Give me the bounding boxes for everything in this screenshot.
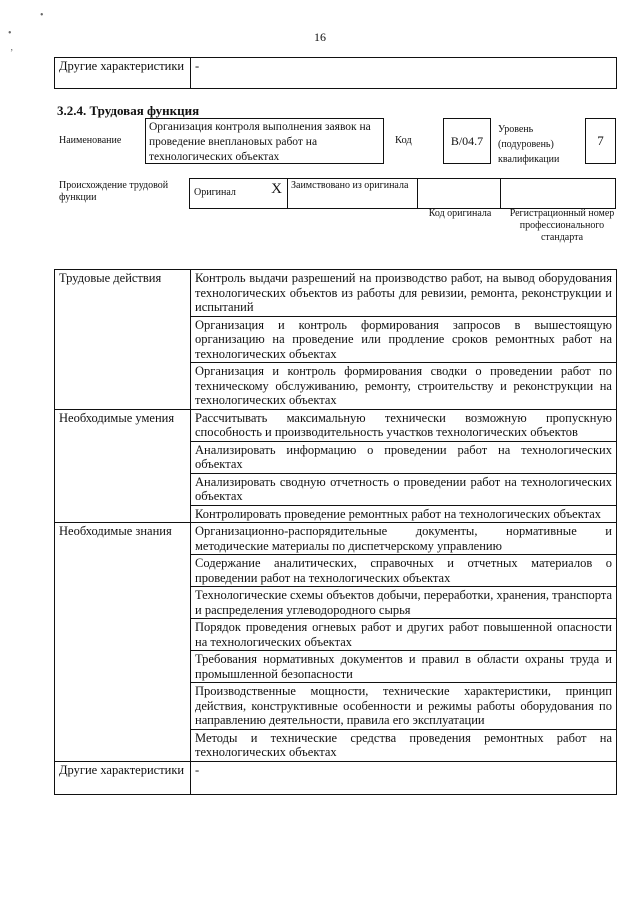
table-cell: Рассчитывать максимальную технически возможную пропускную способность и производительность участков технологических объектов	[191, 409, 617, 441]
table-cell: Анализировать сводную отчетность о проведении работ на технологических объектах	[191, 473, 617, 505]
table-cell: Методы и технические средства проведения ремонтных работ на технологических объектах	[191, 729, 617, 761]
table-row	[55, 761, 617, 794]
skills-label: Необходимые умения	[55, 409, 191, 523]
table-cell: Содержание аналитических, справочных и отчетных материалов о проведении работ на технологических объектах	[191, 555, 617, 587]
scan-mark: •	[8, 28, 12, 39]
scan-mark: •	[40, 10, 44, 21]
knowledge-label: Необходимые знания	[55, 523, 191, 762]
table-cell: Технологические схемы объектов добычи, переработки, хранения, транспорта и распределения углеводородного сырья	[191, 587, 617, 619]
original-code-label: Код оригинала	[428, 208, 492, 219]
table-row	[55, 270, 617, 317]
level-label: Уровень (подуровень) квалификации	[498, 124, 560, 165]
function-code-box: B/04.7	[443, 118, 491, 164]
original-cell	[190, 179, 288, 209]
other-characteristics-value: -	[191, 58, 617, 89]
table-cell: Организация и контроль формирования запросов в вышестоящую организацию на проведение или продление сроков ремонтных работ на технологических объектах	[191, 316, 617, 363]
level-value-box: 7	[585, 118, 616, 164]
labor-actions-label: Трудовые действия	[55, 270, 191, 410]
function-name-box: Организация контроля выполнения заявок на проведение внеплановых работ на технологических объектах	[145, 118, 384, 164]
code-label: Код	[395, 135, 412, 146]
table-cell: Организационно-распорядительные документы, нормативные и методические материалы по диспетчерскому управлению	[191, 523, 617, 555]
other-characteristics-value: -	[191, 761, 617, 794]
table-cell: Порядок проведения огневых работ и других работ повышенной опасности на технологических объектах	[191, 619, 617, 651]
labor-function-table	[54, 269, 617, 795]
section-title: 3.2.4. Трудовая функция	[57, 103, 200, 118]
original-code-cell	[418, 179, 501, 209]
table-row	[55, 409, 617, 441]
table-cell: Требования нормативных документов и правил в области охраны труда и промышленной безопасности	[191, 651, 617, 683]
name-label: Наименование	[59, 135, 122, 146]
other-characteristics-label: Другие характеристики	[55, 761, 191, 794]
table-cell: Анализировать информацию о проведении работ на технологических объектах	[191, 441, 617, 473]
page-number: 16	[314, 30, 326, 44]
reg-number-label: Регистрационный номер профессионального стандарта	[509, 208, 615, 243]
other-characteristics-top-table	[54, 57, 617, 89]
borrowed-label: Заимствовано из оригинала	[288, 179, 418, 209]
table-cell: Контроль выдачи разрешений на производство работ, на вывод оборудования технологических объектов из работы для ревизии, ремонта, реконструкции и испытаний	[191, 270, 617, 317]
table-cell: Контролировать проведение ремонтных работ на технологических объектах	[191, 505, 617, 523]
table-row	[55, 523, 617, 555]
other-characteristics-label: Другие характеристики	[55, 58, 191, 89]
reg-number-cell	[501, 179, 616, 209]
original-label: Оригинал	[194, 187, 236, 198]
scan-mark: ‚	[10, 42, 14, 53]
origin-table	[189, 178, 616, 209]
original-mark: X	[271, 181, 282, 197]
table-cell: Организация и контроль формирования сводки о проведении работ по техническому обслуживанию, ремонту, строительству и реконструкции на технологических объектах	[191, 363, 617, 410]
table-cell: Производственные мощности, технические характеристики, принцип действия, конструктивные особенности и режимы работы оборудования по направлению деятельности, правила его эксплуатации	[191, 683, 617, 730]
origin-label: Происхождение трудовой функции	[59, 180, 169, 203]
